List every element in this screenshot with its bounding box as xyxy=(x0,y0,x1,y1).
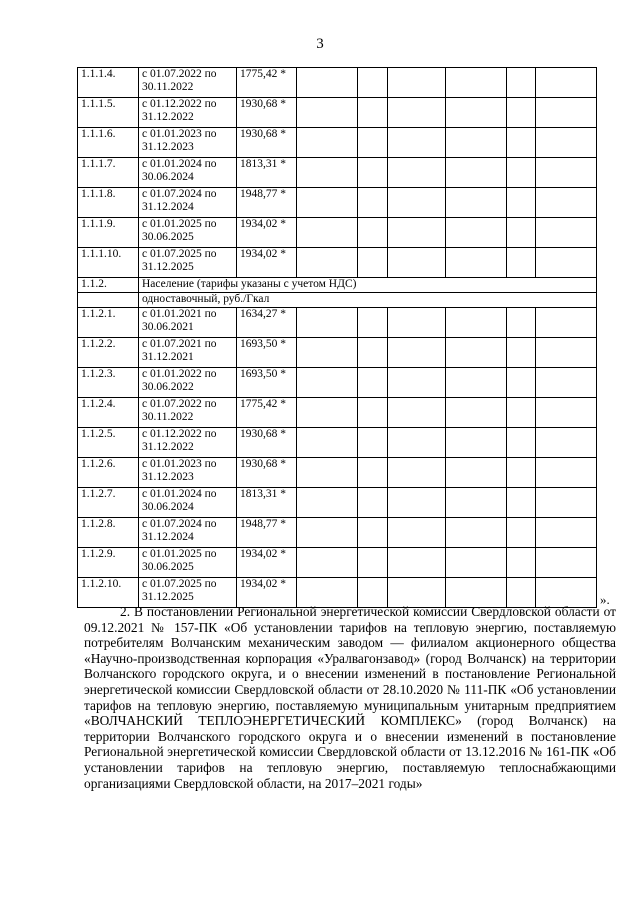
empty-cell xyxy=(388,188,446,218)
section-row xyxy=(78,278,597,293)
row-number: 1.1.2.6. xyxy=(78,458,139,488)
row-number: 1.1.2.4. xyxy=(78,398,139,428)
period-line: 31.12.2024 xyxy=(142,201,194,213)
empty-cell xyxy=(388,158,446,188)
table-row xyxy=(78,68,597,98)
row-period xyxy=(139,368,237,398)
empty-cell xyxy=(388,338,446,368)
empty-cell xyxy=(446,398,507,428)
period-line: с 01.07.2022 по xyxy=(142,68,217,80)
period-line: с 01.07.2025 по xyxy=(142,248,217,260)
paragraph-2-text: 2. В постановлении Региональной энергетической комиссии Свердловской области от 09.12.2021 № 157-ПК «Об установлении тарифов на тепловую энергию, поставляемую потребителям Волчанским механическим заводом — филиалом акционерного общества «Научно-производственная корпорация «Уралвагонзавод» (город Волчанск) на территории Волчанского городского округа, и о внесении изменений в постановление Региональной энергетической комиссии Свердловской области от 28.10.2020 № 111-ПК «Об установлении тарифов на тепловую энергию, поставляемую муниципальным унитарным предприятием «ВОЛЧАНСКИЙ ТЕПЛОЭНЕРГЕТИЧЕСКИЙ КОМПЛЕКС» (город Волчанск) на территории Волчанского городского округа и о внесении изменений в постановление Региональной энергетической комиссии Свердловской области от 13.12.2016 № 161-ПК «Об установлении тарифов на тепловую энергию, поставляемую теплоснабжающими организациями Свердловской области, на 2017–2021 годы» xyxy=(84,604,616,791)
period-line: 30.11.2022 xyxy=(142,81,194,93)
empty-cell xyxy=(297,398,358,428)
empty-cell xyxy=(358,368,388,398)
empty-cell xyxy=(358,428,388,458)
table-row xyxy=(78,218,597,248)
row-period xyxy=(139,218,237,248)
empty-cell xyxy=(388,518,446,548)
empty-cell xyxy=(388,98,446,128)
row-period xyxy=(139,428,237,458)
row-price: 1693,50 * xyxy=(237,368,297,398)
empty-cell xyxy=(536,518,597,548)
empty-cell xyxy=(358,68,388,98)
period-line: 30.06.2024 xyxy=(142,171,194,183)
empty-cell xyxy=(446,578,507,608)
row-price: 1948,77 * xyxy=(237,518,297,548)
empty-cell xyxy=(388,308,446,338)
table-row xyxy=(78,458,597,488)
empty-cell xyxy=(358,398,388,428)
paragraph-2 xyxy=(84,604,616,791)
period-line: 31.12.2023 xyxy=(142,141,194,153)
row-price: 1634,27 * xyxy=(237,308,297,338)
table-row xyxy=(78,308,597,338)
empty-cell xyxy=(446,428,507,458)
empty-cell xyxy=(446,458,507,488)
section-subtitle: одноставочный, руб./Гкал xyxy=(139,293,597,308)
period-line: 30.06.2022 xyxy=(142,381,194,393)
empty-cell xyxy=(358,548,388,578)
empty-cell xyxy=(358,308,388,338)
row-period xyxy=(139,488,237,518)
row-period xyxy=(139,518,237,548)
empty-cell xyxy=(536,488,597,518)
row-price: 1775,42 * xyxy=(237,68,297,98)
row-number: 1.1.2.3. xyxy=(78,368,139,398)
empty-cell xyxy=(388,428,446,458)
table-row xyxy=(78,188,597,218)
empty-cell xyxy=(536,158,597,188)
row-number: 1.1.2.9. xyxy=(78,548,139,578)
period-line: 31.12.2023 xyxy=(142,471,194,483)
row-price: 1775,42 * xyxy=(237,398,297,428)
period-line: с 01.01.2022 по xyxy=(142,368,217,380)
empty-cell xyxy=(507,218,536,248)
empty-cell xyxy=(297,548,358,578)
period-line: с 01.12.2022 по xyxy=(142,98,217,110)
row-number: 1.1.1.8. xyxy=(78,188,139,218)
period-line: 30.11.2022 xyxy=(142,411,194,423)
row-period xyxy=(139,248,237,278)
row-price: 1934,02 * xyxy=(237,218,297,248)
empty-cell xyxy=(388,68,446,98)
empty-cell xyxy=(297,308,358,338)
empty-cell xyxy=(507,488,536,518)
period-line: с 01.01.2023 по xyxy=(142,128,217,140)
empty-cell xyxy=(297,158,358,188)
row-number: 1.1.1.6. xyxy=(78,128,139,158)
period-line: с 01.01.2025 по xyxy=(142,548,217,560)
row-period xyxy=(139,188,237,218)
row-price: 1934,02 * xyxy=(237,548,297,578)
empty-cell xyxy=(297,98,358,128)
period-line: с 01.01.2023 по xyxy=(142,458,217,470)
period-line: 31.12.2021 xyxy=(142,351,194,363)
empty-cell xyxy=(388,248,446,278)
row-price: 1930,68 * xyxy=(237,128,297,158)
period-line: с 01.01.2021 по xyxy=(142,308,217,320)
table-row xyxy=(78,428,597,458)
empty-cell xyxy=(297,188,358,218)
period-line: с 01.01.2024 по xyxy=(142,158,217,170)
section-title: Население (тарифы указаны с учетом НДС) xyxy=(139,278,597,293)
table-row xyxy=(78,248,597,278)
row-number: 1.1.2.2. xyxy=(78,338,139,368)
row-number: 1.1.1.10. xyxy=(78,248,139,278)
empty-cell xyxy=(358,98,388,128)
period-line: с 01.07.2022 по xyxy=(142,398,217,410)
empty-cell xyxy=(358,188,388,218)
row-price: 1948,77 * xyxy=(237,188,297,218)
empty-cell xyxy=(536,128,597,158)
table-row xyxy=(78,518,597,548)
row-number: 1.1.1.9. xyxy=(78,218,139,248)
row-number: 1.1.1.4. xyxy=(78,68,139,98)
empty-cell xyxy=(536,248,597,278)
empty-cell xyxy=(388,398,446,428)
table-row xyxy=(78,548,597,578)
empty-cell xyxy=(507,398,536,428)
period-line: с 01.01.2025 по xyxy=(142,218,217,230)
row-number: 1.1.2.5. xyxy=(78,428,139,458)
row-price: 1934,02 * xyxy=(237,248,297,278)
row-price: 1813,31 * xyxy=(237,488,297,518)
empty-cell xyxy=(358,488,388,518)
period-line: с 01.07.2024 по xyxy=(142,518,217,530)
period-line: 31.12.2024 xyxy=(142,531,194,543)
empty-cell xyxy=(358,518,388,548)
empty-cell xyxy=(536,368,597,398)
row-price: 1930,68 * xyxy=(237,428,297,458)
period-line: 30.06.2025 xyxy=(142,561,194,573)
empty-cell xyxy=(536,398,597,428)
empty-cell xyxy=(358,458,388,488)
row-period xyxy=(139,98,237,128)
period-line: 31.12.2022 xyxy=(142,111,194,123)
empty-cell xyxy=(446,338,507,368)
empty-cell xyxy=(507,248,536,278)
empty-cell xyxy=(507,158,536,188)
empty-cell xyxy=(536,98,597,128)
row-number: 1.1.1.7. xyxy=(78,158,139,188)
table-row xyxy=(78,98,597,128)
empty-cell xyxy=(446,308,507,338)
empty-cell xyxy=(388,368,446,398)
empty-cell xyxy=(507,368,536,398)
empty-cell xyxy=(507,308,536,338)
period-line: с 01.01.2024 по xyxy=(142,488,217,500)
empty-cell xyxy=(388,488,446,518)
empty-cell xyxy=(507,68,536,98)
period-line: 30.06.2024 xyxy=(142,501,194,513)
row-number: 1.1.2.8. xyxy=(78,518,139,548)
period-line: с 01.07.2025 по xyxy=(142,578,217,590)
row-period xyxy=(139,158,237,188)
empty-cell xyxy=(536,218,597,248)
quote-close: ». xyxy=(600,592,610,607)
table-row xyxy=(78,338,597,368)
empty-cell xyxy=(536,458,597,488)
empty-cell xyxy=(507,578,536,608)
empty-cell xyxy=(536,308,597,338)
empty-cell xyxy=(358,158,388,188)
empty-cell xyxy=(297,578,358,608)
empty-cell xyxy=(297,368,358,398)
empty-cell xyxy=(446,218,507,248)
empty-cell xyxy=(297,128,358,158)
row-period xyxy=(139,128,237,158)
empty-cell xyxy=(536,338,597,368)
empty-cell xyxy=(297,218,358,248)
empty-cell xyxy=(446,188,507,218)
row-number: 1.1.1.5. xyxy=(78,98,139,128)
empty-cell xyxy=(297,458,358,488)
empty-cell xyxy=(507,98,536,128)
period-line: с 01.07.2021 по xyxy=(142,338,217,350)
empty-cell xyxy=(446,518,507,548)
table-row xyxy=(78,488,597,518)
row-number: 1.1.2.10. xyxy=(78,578,139,608)
period-line: с 01.12.2022 по xyxy=(142,428,217,440)
row-period xyxy=(139,398,237,428)
row-price: 1813,31 * xyxy=(237,158,297,188)
empty-cell xyxy=(446,98,507,128)
empty-cell xyxy=(507,518,536,548)
empty-cell xyxy=(358,338,388,368)
table-row xyxy=(78,368,597,398)
empty-cell xyxy=(297,68,358,98)
empty-cell xyxy=(507,428,536,458)
empty-cell xyxy=(536,548,597,578)
empty-cell xyxy=(536,68,597,98)
row-number: 1.1.2.1. xyxy=(78,308,139,338)
row-period xyxy=(139,458,237,488)
empty-cell xyxy=(507,548,536,578)
empty-cell xyxy=(388,548,446,578)
empty-cell xyxy=(507,188,536,218)
empty-cell xyxy=(507,128,536,158)
empty-cell xyxy=(536,428,597,458)
row-price: 1693,50 * xyxy=(237,338,297,368)
empty-cell xyxy=(388,128,446,158)
empty-cell xyxy=(297,428,358,458)
empty-cell xyxy=(358,248,388,278)
row-number: 1.1.2.7. xyxy=(78,488,139,518)
empty-cell xyxy=(358,218,388,248)
empty-cell xyxy=(388,218,446,248)
row-period xyxy=(139,308,237,338)
empty-cell xyxy=(297,338,358,368)
page-number: 3 xyxy=(316,36,324,52)
table-row xyxy=(78,128,597,158)
empty-cell xyxy=(297,518,358,548)
empty-cell xyxy=(536,188,597,218)
period-line: с 01.07.2024 по xyxy=(142,188,217,200)
empty-cell xyxy=(358,128,388,158)
row-price: 1930,68 * xyxy=(237,458,297,488)
empty-cell xyxy=(388,458,446,488)
row-price: 1934,02 * xyxy=(237,578,297,608)
empty-cell xyxy=(358,578,388,608)
empty-cell xyxy=(446,128,507,158)
empty-cell xyxy=(297,248,358,278)
empty-cell xyxy=(507,338,536,368)
row-period xyxy=(139,578,237,608)
row-period xyxy=(139,68,237,98)
empty-cell xyxy=(446,248,507,278)
empty-cell xyxy=(446,68,507,98)
empty-cell xyxy=(536,578,597,608)
section-subrow xyxy=(78,293,597,308)
empty-cell xyxy=(446,548,507,578)
period-line: 31.12.2025 xyxy=(142,591,194,603)
row-period xyxy=(139,548,237,578)
period-line: 31.12.2022 xyxy=(142,441,194,453)
empty-cell xyxy=(507,458,536,488)
table-row xyxy=(78,158,597,188)
empty-cell xyxy=(446,488,507,518)
tariff-table xyxy=(77,67,597,608)
row-price: 1930,68 * xyxy=(237,98,297,128)
section-number: 1.1.2. xyxy=(78,278,139,293)
period-line: 31.12.2025 xyxy=(142,261,194,273)
period-line: 30.06.2021 xyxy=(142,321,194,333)
period-line: 30.06.2025 xyxy=(142,231,194,243)
empty-cell xyxy=(388,578,446,608)
empty-cell xyxy=(446,158,507,188)
row-period xyxy=(139,338,237,368)
table-row xyxy=(78,398,597,428)
empty-cell xyxy=(297,488,358,518)
empty-cell xyxy=(446,368,507,398)
table-row xyxy=(78,578,597,608)
